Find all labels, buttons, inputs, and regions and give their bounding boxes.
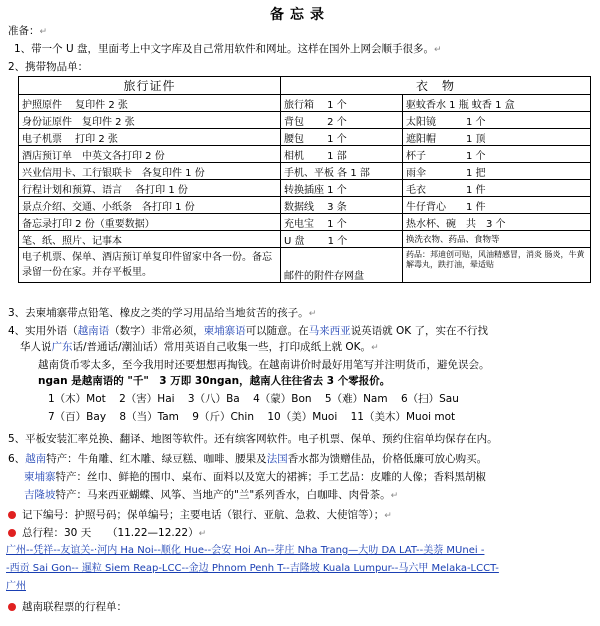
number-item: 7（百）Bay <box>48 411 107 423</box>
table-cell: U 盘 1 个 <box>281 231 403 248</box>
number-item: 10（美）Muoi <box>267 411 338 423</box>
link-kuala-lumpur: 吉隆坡 <box>24 489 56 501</box>
note-itinerary: 总行程：30 天 （11.22—12.22）↵ <box>8 526 206 541</box>
route-line-2: -西贡 Sai Gon-- 暹粒 Siem Reap-LCC--金边 Phnom Penh T--吉隆坡 Kuala Lumpur--马六甲 Melaka-LCCT- <box>6 563 499 574</box>
route-line-1: 广州--凭祥--友谊关-·河内 Ha Noi--顺化 Hue--会安 Hoi An--芽庄 Nha Trang—大叻 DA LAT--美萘 MUnei - <box>6 545 485 556</box>
table-cell: 驱蚊香水 1 瓶 蚊香 1 盒 <box>403 95 591 112</box>
table-cell: 腰包 1 个 <box>281 129 403 146</box>
ngan-line: ngan 是越南语的 "千" 3 万即 30ngan，越南人往往省去 3 个零报价。 <box>38 375 391 387</box>
header-documents: 旅行证件 <box>19 77 281 95</box>
table-cell: 热水杯、碗 共 3 个 <box>403 214 591 231</box>
link-malaysia: 马来西亚 <box>308 325 351 337</box>
number-item: 5（难）Nam <box>324 393 388 405</box>
note-numbers: 记下编号：护照号码；保单编号；主要电话（银行、亚航、急救、大使馆等）；↵ <box>8 508 392 523</box>
packing-table <box>18 76 591 283</box>
table-cell: 护照原件 复印件 2 张 <box>19 95 281 112</box>
table-cell: 雨伞 1 把 <box>403 163 591 180</box>
table-cell: 太阳镜 1 个 <box>403 112 591 129</box>
table-cell-last-left: 电子机票、保单、酒店预订单复印件留家中各一份。备忘录留一份在家。并存平板里。 <box>19 248 281 283</box>
item-3: 3、去柬埔寨带点铅笔、橡皮之类的学习用品给当地贫苦的孩子。↵ <box>8 307 317 319</box>
link-france: 法国 <box>266 453 288 465</box>
table-cell: 行程计划和预算、语言 各打印 1 份 <box>19 180 281 197</box>
link-vietnamese: 越南语 <box>77 325 110 337</box>
note-vietnam-ticket: 越南联程票的行程单： <box>8 600 127 614</box>
number-item: 6（扫）Sau <box>400 393 459 405</box>
table-cell: 兴业信用卡、工行银联卡 各复印件 1 份 <box>19 163 281 180</box>
header-clothing: 衣 物 <box>281 77 591 95</box>
item-6: 6、越南特产：牛角雕、红木雕、绿豆糕、咖啡、腰果及法国香水都为馈赠佳品，价格低廉可放心购买。 <box>8 453 488 465</box>
item-4: 4、实用外语（越南语（数字）非常必须，柬埔寨语可以随意。在马来西亚说英语就 OK 了，实在不行找 <box>8 325 489 337</box>
table-cell: 数据线 3 条 <box>281 197 403 214</box>
table-cell: 转换插座 1 个 <box>281 180 403 197</box>
table-cell: 备忘录打印 2 份（重要数据） <box>19 214 281 231</box>
page-title: 备忘录 <box>270 7 330 23</box>
link-cambodia: 柬埔寨 <box>24 471 56 483</box>
item-6-cambodia: 柬埔寨特产：丝巾、鲜艳的围巾、桌布、面料以及宽大的裙裤；手工艺品：皮雕的人像；香料黑胡椒 <box>24 471 486 483</box>
table-cell: 遮阳帽 1 顶 <box>403 129 591 146</box>
table-cell: 牛仔背心 1 件 <box>403 197 591 214</box>
bullet-icon <box>8 511 16 519</box>
table-cell-medicine: 药品：邦迪创可贴，风油精感冒，消炎 肠炎，牛黄解毒丸，跌打油，晕适贴 <box>403 248 591 283</box>
bullet-icon <box>8 603 16 611</box>
table-cell: 充电宝 1 个 <box>281 214 403 231</box>
table-cell: 杯子 1 个 <box>403 146 591 163</box>
number-item: 9（斤）Chin <box>192 411 255 423</box>
item-1: 1、带一个 U 盘，里面考上中文字库及自己常用软件和网址。这样在国外上网会顺手很多。↵ <box>14 43 442 55</box>
table-cell: 笔、纸、照片、记事本 <box>19 231 281 248</box>
table-cell: 换洗衣物、药品、食物等 <box>403 231 591 248</box>
table-cell: 毛衣 1 件 <box>403 180 591 197</box>
number-item: 2（害）Hai <box>119 393 175 405</box>
intro-line: 准备：↵ <box>8 25 48 37</box>
table-cell-last-mid: 邮件的附件存网盘 <box>281 248 403 283</box>
number-item: 11（美木）Muoi mot <box>350 411 456 423</box>
route-line-3: 广州 <box>6 581 26 592</box>
number-item: 1（木）Mot <box>48 393 106 405</box>
numbers-row-1 <box>48 392 469 406</box>
link-guangdong: 广东 <box>51 341 73 353</box>
numbers-row-2 <box>48 410 465 424</box>
table-cell: 身份证原件 复印件 2 张 <box>19 112 281 129</box>
bullet-icon <box>8 529 16 537</box>
table-cell: 酒店预订单 中英文各打印 2 份 <box>19 146 281 163</box>
currency-line: 越南货币零太多，至今我用时还要想想再掏钱。在越南讲价时最好用笔写并注明货币，避免误会。 <box>38 359 490 371</box>
link-vietnam: 越南 <box>25 453 47 465</box>
number-item: 3（八）Ba <box>187 393 240 405</box>
table-cell: 背包 2 个 <box>281 112 403 129</box>
table-cell: 景点介绍、交通、小纸条 各打印 1 份 <box>19 197 281 214</box>
link-cambodian: 柬埔寨语 <box>203 325 246 337</box>
item-2: 2、携带物品单： <box>8 61 89 73</box>
item-5: 5、平板安装汇率兑换、翻译、地图等软件。还有缤客网软件。电子机票、保单、预约住宿单均保存在内。 <box>8 433 498 445</box>
table-cell: 手机、平板 各 1 部 <box>281 163 403 180</box>
number-item: 4（蒙）Bon <box>253 393 312 405</box>
item-6-kl: 吉隆坡特产：马来西亚蝴蝶、风筝、当地产的"兰"系列香水，白咖啡、肉骨茶。↵ <box>24 489 399 501</box>
item-4-line2: 华人说广东话/普通话/潮汕话）常用英语自己收集一些，打印成纸上就 OK。↵ <box>20 341 379 353</box>
number-item: 8（当）Tam <box>119 411 179 423</box>
table-cell: 旅行箱 1 个 <box>281 95 403 112</box>
table-cell: 相机 1 部 <box>281 146 403 163</box>
table-cell: 电子机票 打印 2 张 <box>19 129 281 146</box>
